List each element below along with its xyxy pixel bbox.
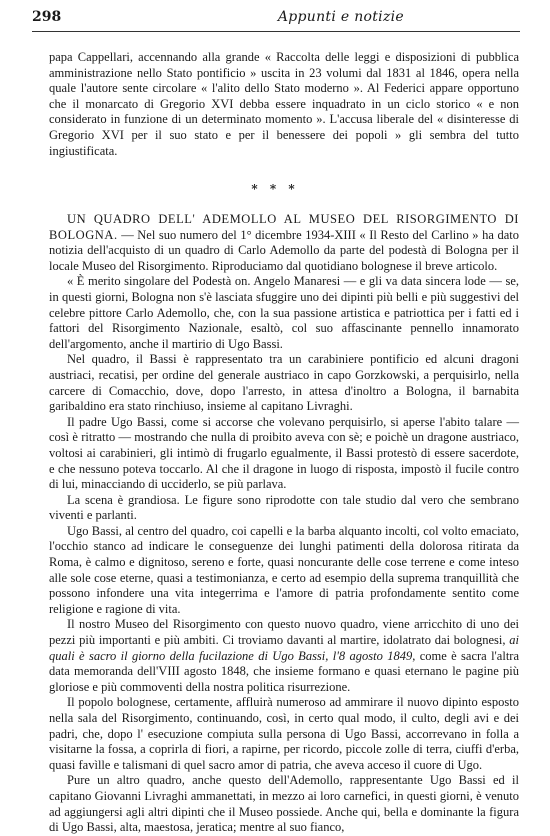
paragraph-6-italic: ai quali è sacro il giorno della fucilazione di Ugo Bassi, l'8 agosto 1849: [49, 633, 519, 663]
article-lead-paragraph: [49, 212, 519, 274]
running-title: Appunti e notizie: [277, 9, 404, 25]
section-title: UN QUADRO DELL' ADEMOLLO AL MUSEO DEL RISORGIMENTO DI BOLOGNA.: [49, 212, 519, 242]
header-rule: [32, 31, 520, 32]
intro-block: [49, 50, 519, 159]
paragraph-8: Pure un altro quadro, anche questo dell'Ademollo, rappresentante Ugo Bassi ed il capitano Giovanni Livraghi ammanettati, in mezzo ai loro carnefici, in questi giorni, è venuto ad aggiungersi agli altri dipinti che il Museo possiede. Anche qui, bella e dominante la figura di Ugo Bassi, alta, maestosa, jeratica; mentre al suo fianco,: [49, 773, 519, 835]
paragraph-4: La scena è grandiosa. Le figure sono riprodotte con tale studio dal vero che sembrano viventi e parlanti.: [49, 492, 519, 523]
intro-paragraph: papa Cappellari, accennando alla grande « Raccolta delle leggi e disposizioni di pubblica amministrazione nello Stato pontificio » uscita in 23 volumi dal 1831 al 1846, opera nella quale l'autore sente circolare « l'alito dello Stato moderno ». Al Federici appare opportuno che il monarcato di Gregorio XVI debba essere inquadrato in un ciclo storico « e non considerato in funzione di un determinato momento ». L'accusa liberale del « disinteresse di Gregorio XVI per il suo stato e per il benessere dei popoli » gli sembra del tutto ingiustificata.: [49, 50, 519, 158]
paragraph-6-start: Il nostro Museo del Risorgimento con questo nuovo quadro, viene arricchito di uno dei pezzi più importanti e più ambiti. Ci troviamo davanti al martire, idolatrato dai bolognesi,: [49, 617, 519, 648]
section-separator: * * *: [251, 182, 299, 196]
paragraph-2: Nel quadro, il Bassi è rappresentato tra un carabiniere pontificio ed alcuni dragoni austriaci, recatisi, per ordine del generale austriaco in capo Gorzkowski, a perquisirlo, nella carcere di Comacchio, dove, dopo l'arresto, in attesa d'inoltro a Bologna, il barnabita garibaldino era stato rinchiuso, insieme al capitano Livraghi.: [49, 352, 519, 414]
article-lead: — Nel suo numero del 1° dicembre 1934-XIII « Il Resto del Carlino » ha dato notizia dell'acquisto di un quadro di Carlo Ademollo da parte del podestà di Bologna per il locale Museo del Risorgimento. Riproduciamo dal quotidiano bolognese il breve articolo.: [49, 227, 519, 273]
paragraph-1: « È merito singolare del Podestà on. Angelo Manaresi — e gli va data sincera lode — se, in questi giorni, Bologna non s'è lasciata sfuggire uno dei dipinti più belli e più suggestivi del celebre pittore Carlo Ademollo, che, con la sua passione artistica e patriottica per i fatti ed i fattori del Risorgimento Nazionale, esaltò, col suo affascinante pennello innamorato dell'argomento, anche il martirio di Ugo Bassi.: [49, 274, 519, 351]
article-block: [49, 212, 519, 836]
page-number: 298: [32, 9, 62, 25]
paragraph-7: Il popolo bolognese, certamente, affluirà numeroso ad ammirare il nuovo dipinto esposto nella sala del Risorgimento, continuando, così, in certo qual modo, il culto, degli avi e dei padri, che, dopo l' esecuzione compiuta sulla persona di Ugo Bassi, accorrevano in folla a visitarne la fossa, a coprirla di fiori, a rapirne, per ricordo, piccole zolle di terra, ciuffi d'erba, quasi favìlle e talismani di quel sacro amor di patria, che aveva acceso il cuore di Ugo.: [49, 695, 519, 772]
paragraph-6: [49, 617, 519, 695]
running-header: [32, 9, 520, 31]
paragraph-5: Ugo Bassi, al centro del quadro, coi capelli e la barba alquanto incolti, col volto emaciato, l'occhio stanco ad indicare le conseguenze dei lunghi patimenti della dolorosa ritirata da Roma, è calmo e dignitoso, sereno e forte, quasi noncurante delle cose terrene e come inteso alle sole cose eterne, quasi a testimonianza, e certo ad esempio della suprema tranquillità che possono infondere una vita integerrima e l'amore di patria profondamente sentito come religione e ragione di vita.: [49, 523, 519, 616]
paragraph-6-end: , come è sacra l'altra data memoranda dell'VIII agosto 1848, che insieme formano e quasi eternano le pagine più gloriose e più commoventi della nostra politica risurrezione.: [49, 648, 520, 694]
paragraph-3: Il padre Ugo Bassi, come si accorse che volevano perquisirlo, si aperse l'abito talare — così è ritratto — mostrando che nulla di proibito aveva con sè; e poichè un dragone austriaco, voltosi ai carabinieri, gli intimò di frugarlo egualmente, il Bassi protestò di essere sacerdote, e che nessuno poteva toccarlo. Al che il dragone in luogo di risposta, impostò il fucile contro di lui, minacciando di ucciderlo, se più parlava.: [49, 414, 519, 492]
